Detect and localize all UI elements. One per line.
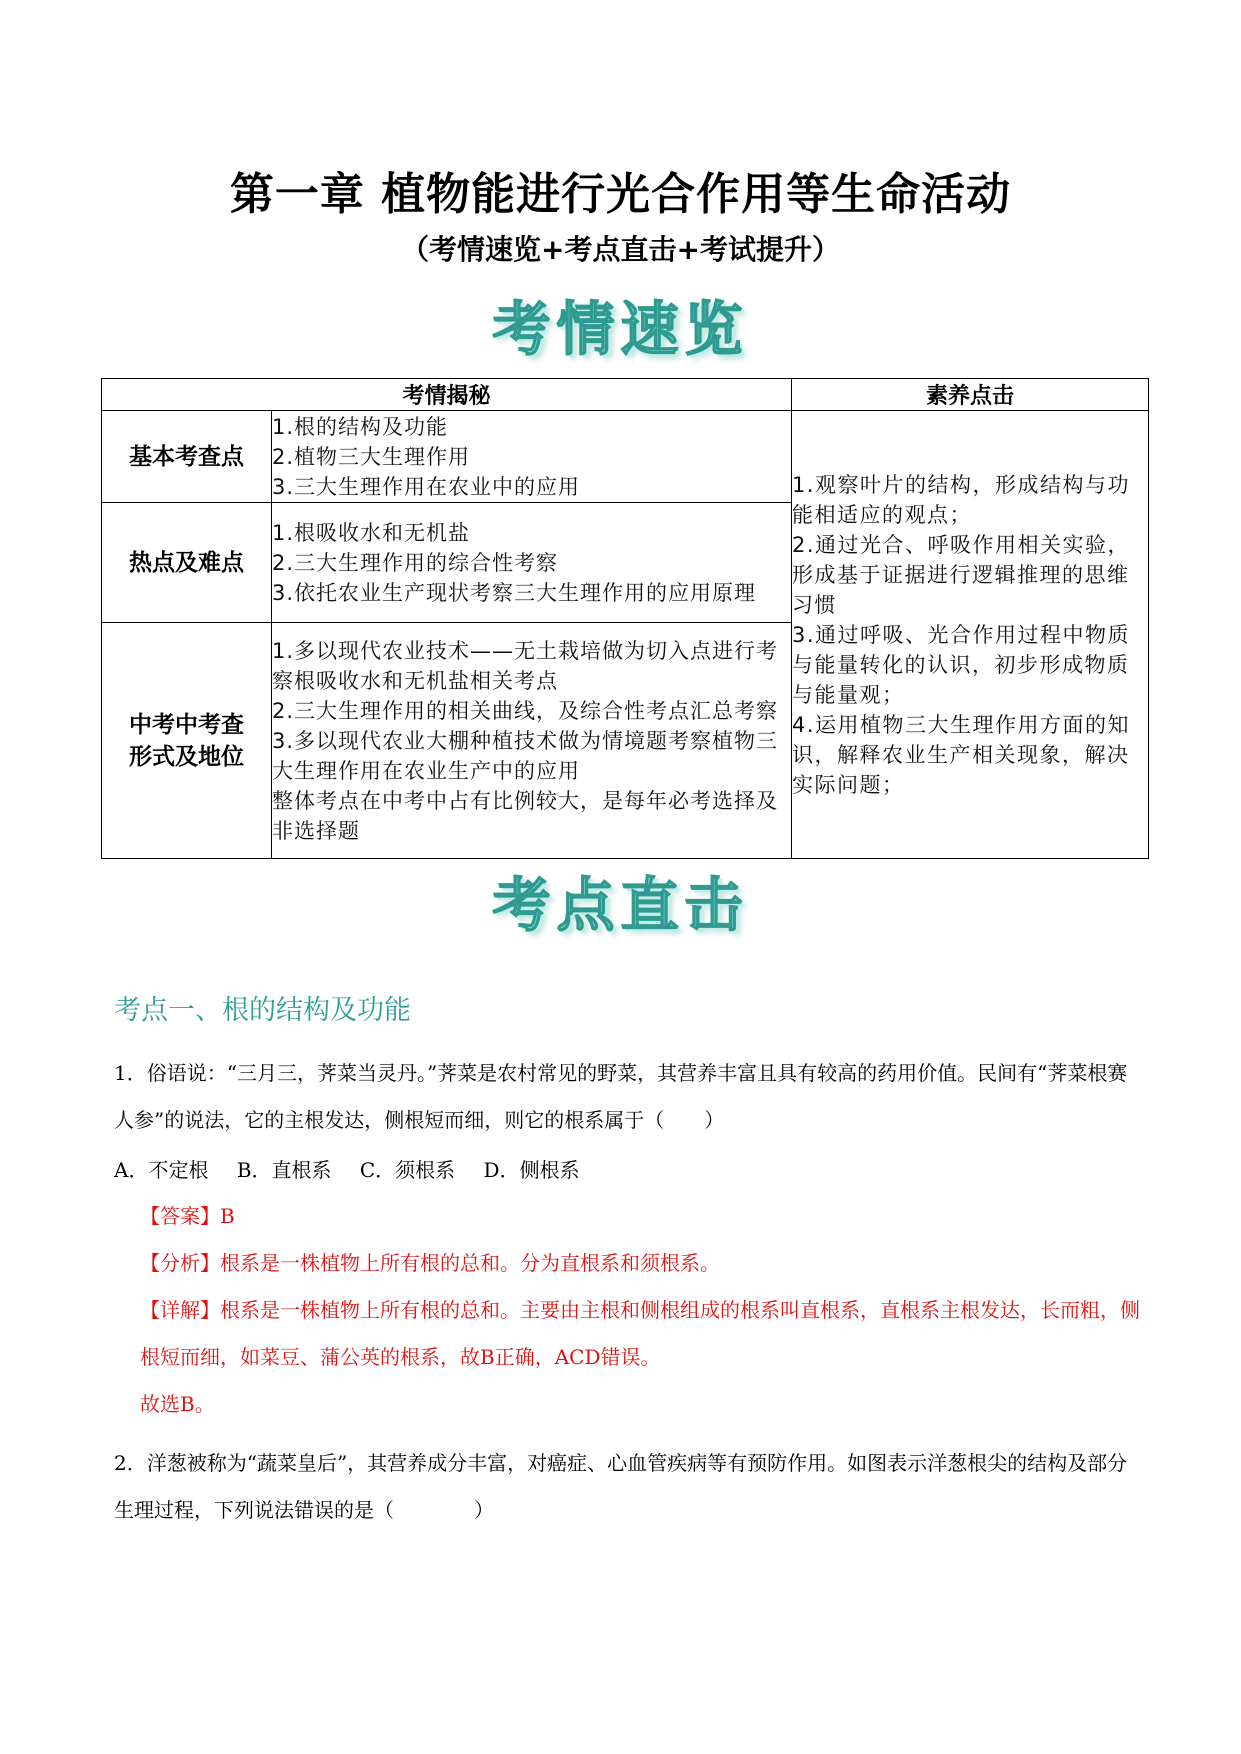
literacy-item: 3.通过呼吸、光合作用过程中物质与能量转化的认识，初步形成物质与能量观； (792, 622, 1131, 707)
row-item: 整体考点在中考中占有比例较大，是每年必考选择及非选择题 (272, 788, 778, 843)
option-d: D．侧根系 (483, 1158, 580, 1182)
question-2-stem: 2．洋葱被称为“蔬菜皇后”，其营养成分丰富，对癌症、心血管疾病等有预防作用。如图表示洋葱根尖的结构及部分生理过程，下列说法错误的是（ ） (114, 1451, 1128, 1522)
overview-table (101, 378, 1149, 859)
row-item: 3.依托农业生产现状考察三大生理作用的应用原理 (272, 580, 757, 605)
conclusion-line: 故选B。 (140, 1392, 215, 1416)
column-header-literacy: 素养点击 (792, 379, 1149, 411)
option-a: A．不定根 (114, 1158, 209, 1182)
row-label-line: 热点及难点 (129, 549, 244, 576)
row-label-line: 基本考查点 (129, 443, 244, 470)
analysis-text: 根系是一株植物上所有根的总和。分为直根系和须根系。 (220, 1251, 720, 1275)
row-item: 1.根的结构及功能 (272, 414, 449, 439)
analysis-line (140, 1240, 1140, 1287)
row-item: 2.植物三大生理作用 (272, 444, 471, 469)
page-subtitle: （考情速览+考点直击+考试提升） (401, 233, 840, 266)
row-item: 1.根吸收水和无机盐 (272, 520, 471, 545)
table-row (102, 411, 1149, 503)
row-label-line: 形式及地位 (129, 743, 244, 770)
answer-value: B (220, 1204, 235, 1228)
detail-text: 根系是一株植物上所有根的总和。主要由主根和侧根组成的根系叫直根系，直根系主根发达，长而粗，侧根短而细，如菜豆、蒲公英的根系，故B正确，ACD错误。 (140, 1298, 1140, 1369)
column-header-exam-secrets: 考情揭秘 (102, 379, 792, 411)
table-header-row (102, 379, 1149, 411)
answer-tag: 【答案】 (140, 1204, 220, 1228)
banner-points: 考点直击 (492, 871, 749, 939)
row-item: 3.多以现代农业大棚种植技术做为情境题考察植物三大生理作用在农业生产中的应用 (272, 728, 779, 783)
row-label-exam-form (102, 623, 272, 859)
option-b: B．直根系 (236, 1158, 332, 1182)
option-c: C．须根系 (359, 1158, 456, 1182)
row-items-exam-form (272, 623, 792, 859)
row-item: 2.三大生理作用的相关曲线，及综合性考点汇总考察 (272, 698, 779, 723)
row-item: 3.三大生理作用在农业中的应用 (272, 474, 581, 499)
row-items-hotspots (272, 503, 792, 623)
answer-line (140, 1193, 1140, 1240)
row-label-line: 中考中考查 (129, 711, 244, 738)
detail-line (140, 1287, 1140, 1381)
banner-overview: 考情速览 (492, 295, 749, 363)
row-item: 2.三大生理作用的综合性考察 (272, 550, 559, 575)
analysis-tag: 【分析】 (140, 1251, 220, 1275)
detail-tag: 【详解】 (140, 1298, 220, 1322)
page-title: 第一章 植物能进行光合作用等生命活动 (229, 169, 1012, 220)
question-1-options (114, 1147, 602, 1194)
literacy-item: 2.通过光合、呼吸作用相关实验，形成基于证据进行逻辑推理的思维习惯 (792, 532, 1131, 617)
row-item: 1.多以现代农业技术——无土栽培做为切入点进行考察根吸收水和无机盐相关考点 (272, 638, 779, 693)
row-label-basic-points (102, 411, 272, 503)
question-1-stem: 1．俗语说：“三月三，荠菜当灵丹。”荠菜是农村常见的野菜，其营养丰富且具有较高的药用价值。民间有“荠菜根赛人参”的说法，它的主根发达，侧根短而细，则它的根系属于（ ） (114, 1061, 1128, 1132)
section-heading: 考点一、根的结构及功能 (114, 995, 411, 1026)
literacy-item: 1.观察叶片的结构，形成结构与功能相适应的观点； (792, 472, 1131, 527)
row-label-hotspots (102, 503, 272, 623)
row-items-basic-points (272, 411, 792, 503)
literacy-item: 4.运用植物三大生理作用方面的知识，解释农业生产相关现象，解决实际问题； (792, 712, 1131, 797)
literacy-cell (792, 411, 1149, 859)
